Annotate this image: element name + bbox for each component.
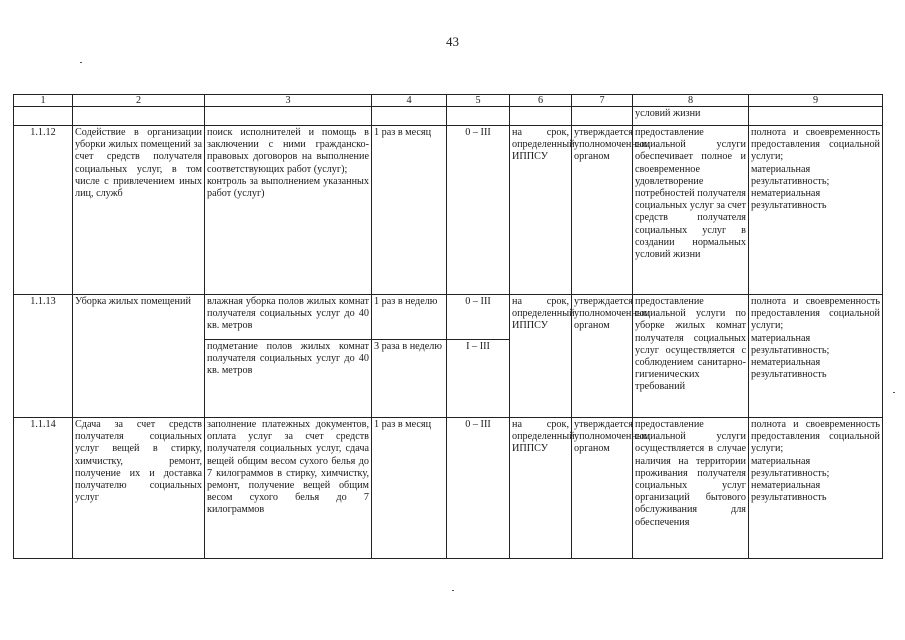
service-name: Содействие в организации уборки жилых помещений за счет средств получателя социальных услуг, в том числе с привлечением иных лиц, служб — [73, 126, 205, 295]
col-header: 7 — [572, 95, 633, 107]
continuation-row — [14, 107, 883, 126]
service-term: на срок, определенный ИППСУ — [510, 295, 572, 418]
service-name: Сдача за счет средств получателя социальных услуг вещей в стирку, химчистку, ремонт, получение их и доставка получателю социальных услуг — [73, 418, 205, 559]
row-number: 1.1.14 — [14, 418, 73, 559]
col-header: 2 — [73, 95, 205, 107]
service-category: 0 – III — [447, 295, 510, 340]
service-volume: 1 раз в месяц — [372, 126, 447, 295]
scan-speck — [893, 392, 895, 393]
scan-speck — [80, 62, 82, 63]
scan-speck — [452, 590, 454, 591]
col-header: 9 — [749, 95, 883, 107]
row-number: 1.1.13 — [14, 295, 73, 418]
service-content: влажная уборка полов жилых комнат получателя социальных услуг до 40 кв. метров — [205, 295, 372, 340]
row-number: 1.1.12 — [14, 126, 73, 295]
service-name: Уборка жилых помещений — [73, 295, 205, 418]
service-conditions: предоставление социальной услуги осуществляется в случае наличия на территории проживания получателя социальных услуг организаций бытового обслуживания для обеспечения — [633, 418, 749, 559]
col-header: 3 — [205, 95, 372, 107]
services-table — [13, 94, 883, 559]
service-category: 0 – III — [447, 418, 510, 559]
service-term: на срок, определенный ИППСУ — [510, 126, 572, 295]
service-indicators: полнота и своевременность предоставления социальной услуги; материальная результативность; нематериальная результативность — [749, 126, 883, 295]
col-header: 8 — [633, 95, 749, 107]
service-volume: 1 раз в неделю — [372, 295, 447, 340]
service-category: I – III — [447, 340, 510, 418]
table-row — [14, 418, 883, 559]
service-conditions: предоставление социальной услуги по уборке жилых комнат получателя социальных услуг осуществляется с соблюдением санитарно-гигиенических требований — [633, 295, 749, 418]
service-approval: утверждается уполномоченным органом — [572, 126, 633, 295]
service-content: заполнение платежных документов, оплата услуг за счет средств получателя социальных услуг, сдача вещей общим весом сухого белья до 7 килограммов в стирку, химчистку, ремонт, получение вещей общим весом сухого белья до 7 килограммов — [205, 418, 372, 559]
page-number: 43 — [446, 34, 459, 49]
service-content: поиск исполнителей и помощь в заключении с ними гражданско-правовых договоров на выполнение соответствующих работ (услуг); контроль за выполнением указанных работ (услуг) — [205, 126, 372, 295]
col-header: 5 — [447, 95, 510, 107]
service-volume: 3 раза в неделю — [372, 340, 447, 418]
table-row — [14, 126, 883, 295]
service-approval: утверждается уполномоченным органом — [572, 295, 633, 418]
table-row — [14, 295, 883, 340]
col-header: 1 — [14, 95, 73, 107]
service-indicators: полнота и своевременность предоставления социальной услуги; материальная результативность; нематериальная результативность — [749, 418, 883, 559]
service-volume: 1 раз в месяц — [372, 418, 447, 559]
service-term: на срок, определенный ИППСУ — [510, 418, 572, 559]
col-header: 4 — [372, 95, 447, 107]
continuation-text: условий жизни — [633, 107, 749, 126]
service-indicators: полнота и своевременность предоставления социальной услуги; материальная результативность; нематериальная результативность — [749, 295, 883, 418]
service-content: подметание полов жилых комнат получателя социальных услуг до 40 кв. метров — [205, 340, 372, 418]
service-category: 0 – III — [447, 126, 510, 295]
service-conditions: предоставление социальной услуги обеспечивает полное и своевременное удовлетворение потребностей получателя социальных услуг за счет средств получателя социальных услуг в создании нормальных условий жизни — [633, 126, 749, 295]
service-approval: утверждается уполномоченным органом — [572, 418, 633, 559]
header-row — [14, 95, 883, 107]
col-header: 6 — [510, 95, 572, 107]
